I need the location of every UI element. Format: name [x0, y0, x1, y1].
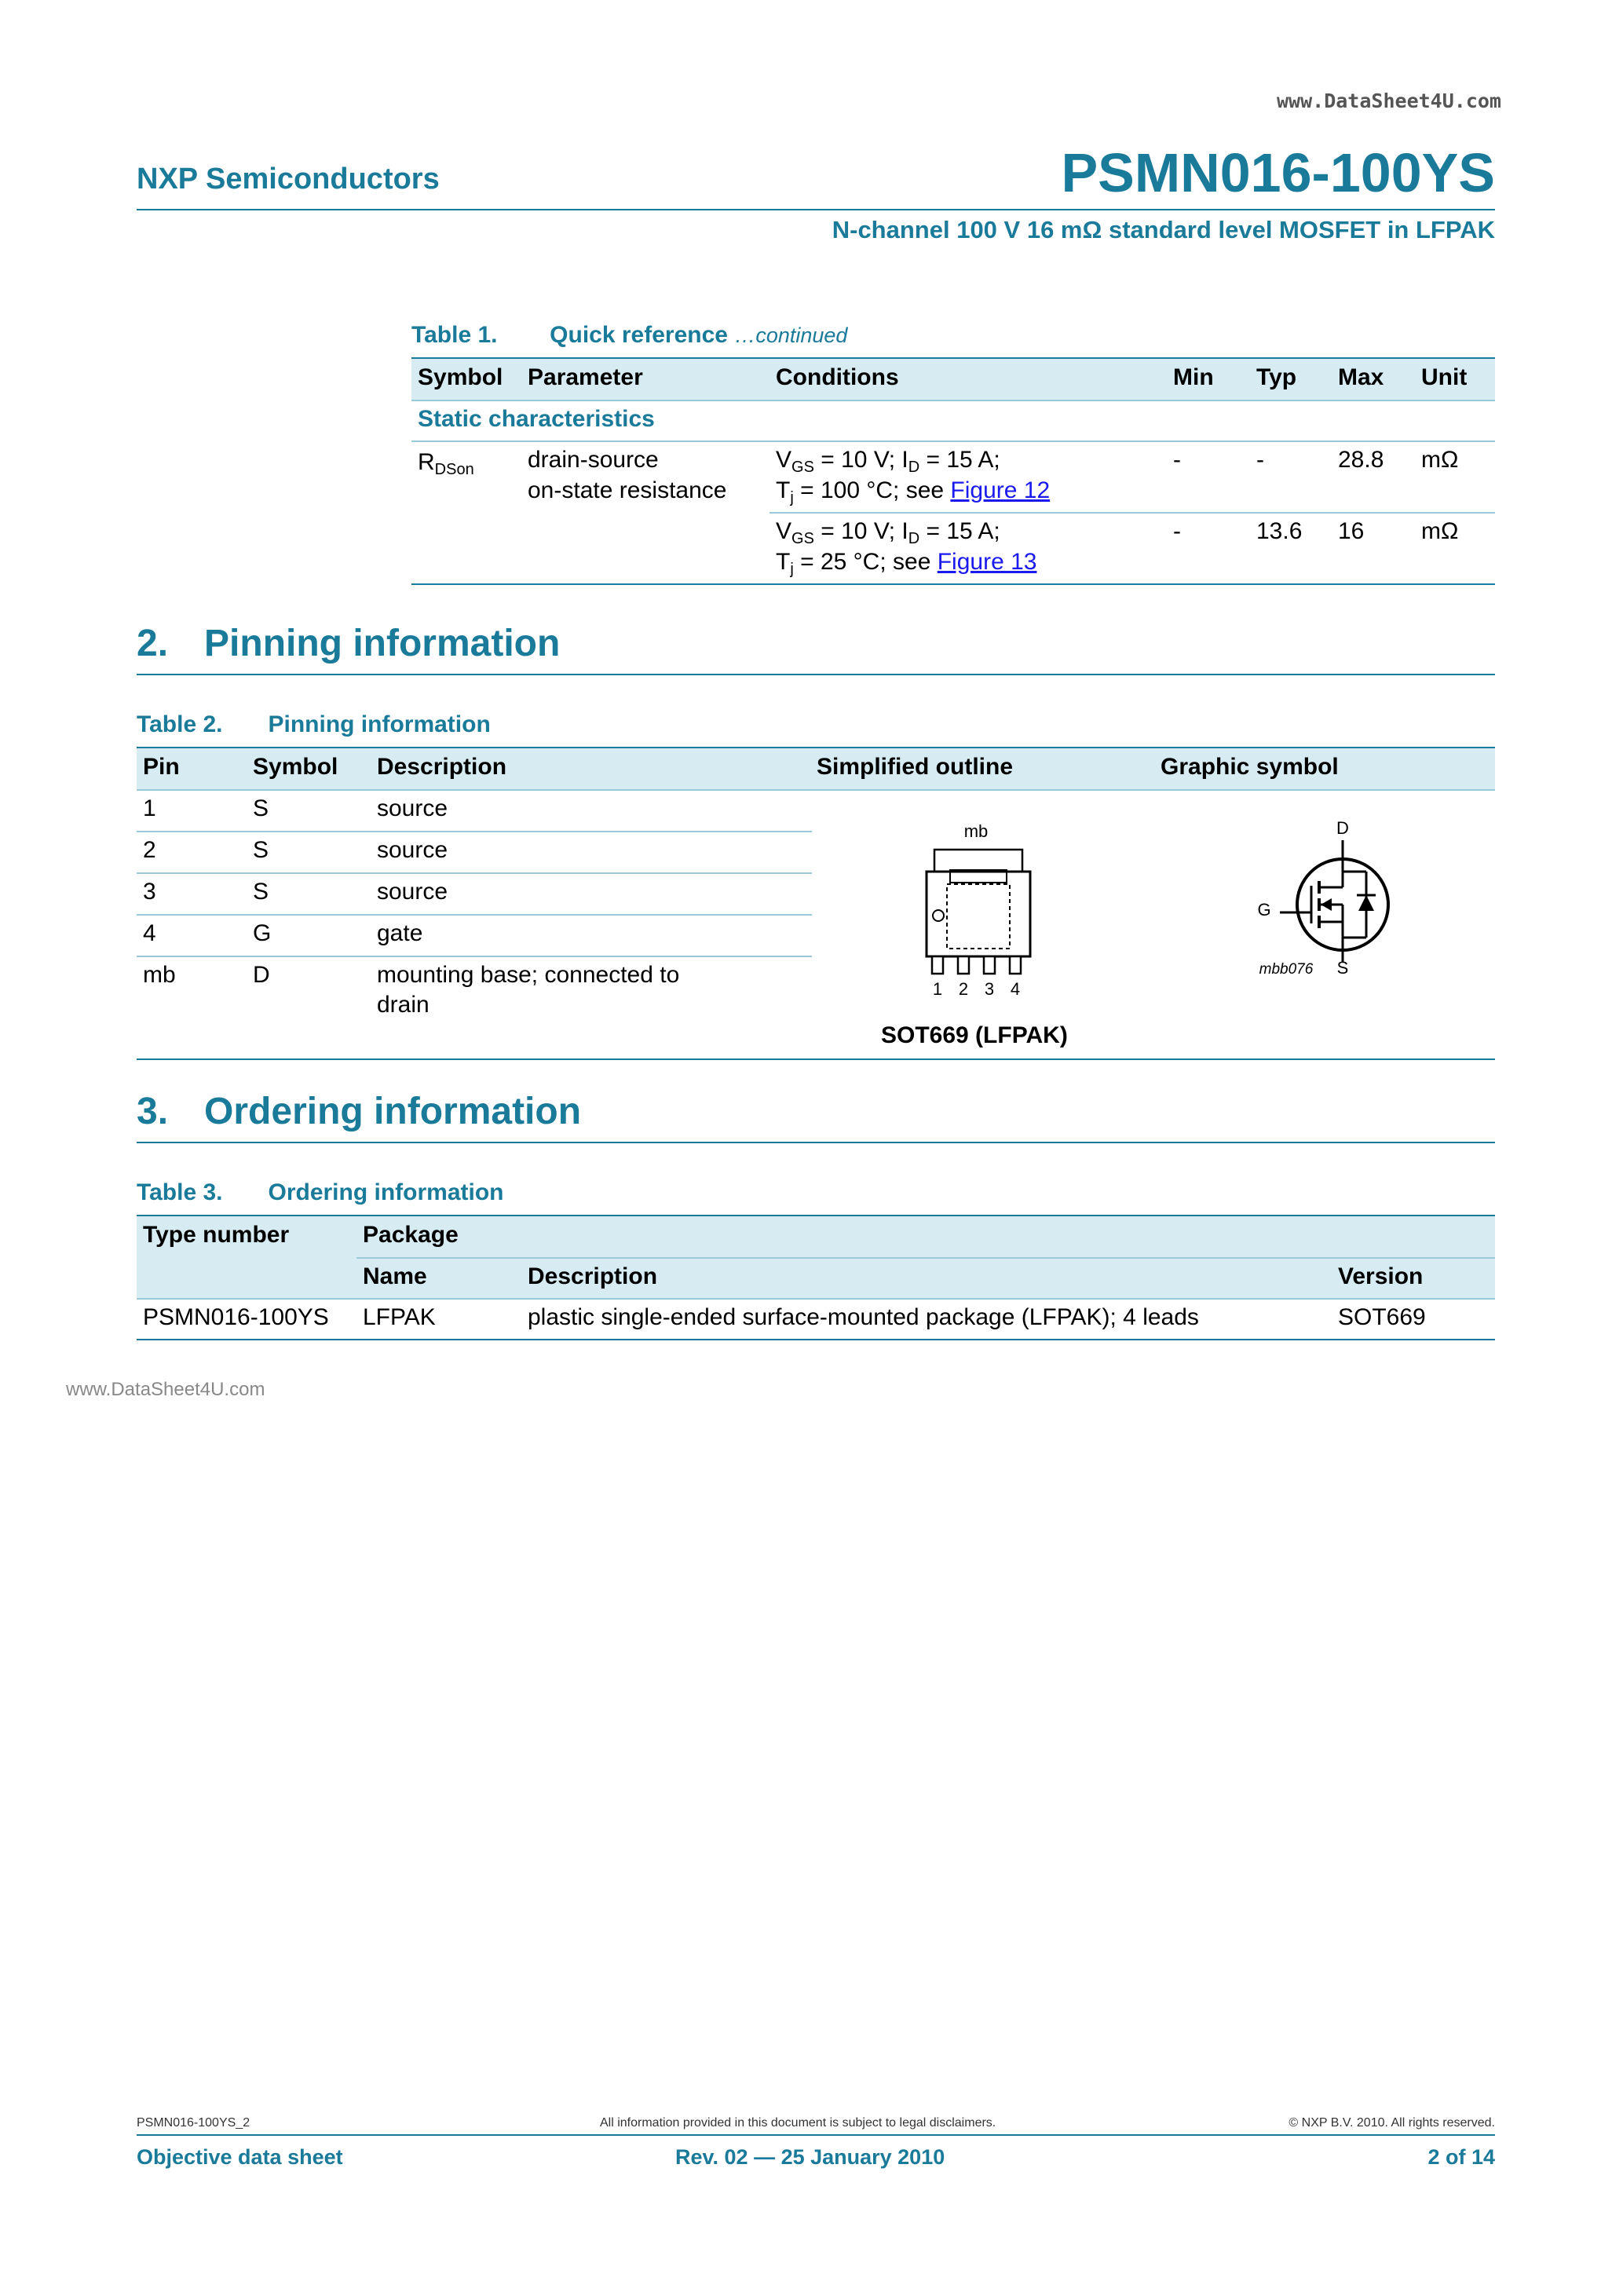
- table2-row-rule: [137, 831, 812, 832]
- footer-disclaimer: All information provided in this document is subject to legal disclaimers.: [600, 2116, 996, 2130]
- t3-h-version: Version: [1338, 1263, 1424, 1289]
- t1-h-unit: Unit: [1421, 364, 1468, 390]
- t1-symbol-rdson: $R_{DSon}$: [418, 449, 474, 478]
- t2-pin-2: 2: [143, 837, 156, 863]
- symbol-drain-label: D: [1336, 818, 1349, 838]
- t3-package-description: plastic single-ended surface-mounted package (LFPAK); 4 leads: [528, 1304, 1199, 1330]
- t3-package-name: LFPAK: [363, 1304, 436, 1330]
- t2-desc-4: gate: [377, 920, 423, 946]
- footer-revision: Rev. 02 — 25 January 2010: [675, 2145, 945, 2169]
- t1-row2-max: 16: [1338, 518, 1365, 544]
- t1-row1-typ: -: [1256, 447, 1264, 473]
- footer-copyright: © NXP B.V. 2010. All rights reserved.: [1289, 2116, 1495, 2130]
- table3-header-rule: [137, 1298, 1495, 1300]
- t1-row2-min: -: [1173, 518, 1181, 544]
- t2-desc-mb: mounting base; connected to: [377, 962, 680, 988]
- watermark-top: www.DataSheet4U.com: [1277, 90, 1501, 112]
- t2-desc-1: source: [377, 795, 448, 821]
- t2-pin-4: 4: [143, 920, 156, 946]
- table3-caption: Table 3. Ordering information: [137, 1179, 504, 1205]
- t1-row2-typ: 13.6: [1256, 518, 1303, 544]
- t3-h-package: Package: [363, 1222, 459, 1248]
- t2-pin-1: 1: [143, 795, 156, 821]
- table1-caption: [411, 322, 847, 349]
- t1-row1-cond-line2: $T_j = 100$ °C; see Figure 12: [776, 477, 1051, 506]
- table1-header-rule: [411, 400, 1495, 401]
- outline-mb-label: mb: [963, 821, 989, 841]
- t2-desc-2: source: [377, 837, 448, 863]
- section3-rule: [137, 1142, 1495, 1143]
- outline-pin-3: 3: [984, 979, 995, 999]
- symbol-code: mbb076: [1259, 961, 1314, 978]
- outline-pin-1: 1: [932, 979, 943, 999]
- t3-h-description: Description: [528, 1263, 658, 1289]
- table1-group-rule: [411, 441, 1495, 442]
- t1-h-max: Max: [1338, 364, 1384, 390]
- t2-h-outline: Simplified outline: [817, 754, 1014, 780]
- outline-caption: SOT669 (LFPAK): [881, 1022, 1068, 1048]
- watermark-bottom: www.DataSheet4U.com: [66, 1379, 265, 1400]
- table2-header-rule: [137, 789, 1495, 791]
- symbol-gate-label: G: [1257, 900, 1271, 919]
- t3-h-type: Type number: [143, 1222, 290, 1248]
- table1-bottom-rule: [411, 583, 1495, 585]
- t2-pin-mb: mb: [143, 962, 176, 988]
- table1-continued: …continued: [734, 324, 848, 347]
- part-number: PSMN016-100YS: [1061, 142, 1495, 203]
- t2-pin-3: 3: [143, 879, 156, 905]
- table1-label: Table 1.: [411, 322, 498, 348]
- t2-symbol-1: S: [253, 795, 269, 821]
- t2-h-symbol: Symbol: [253, 754, 338, 780]
- t2-h-pin: Pin: [143, 754, 180, 780]
- t3-type-number: PSMN016-100YS: [143, 1304, 329, 1330]
- t2-desc-mb-line2: drain: [377, 992, 430, 1018]
- outline-pin-4: 4: [1010, 979, 1021, 999]
- t1-row1-cond-line1: $V_{GS} = 10$ V; $I_D = 15$ A;: [776, 447, 1000, 476]
- section2-rule: [137, 674, 1495, 675]
- t1-parameter-line1: drain-source: [528, 447, 659, 473]
- mosfet-symbol-icon: [1241, 817, 1421, 989]
- table2-row-rule: [137, 872, 812, 874]
- t1-row2-cond-line2: $T_j = 25$ °C; see Figure 13: [776, 549, 1037, 578]
- section2-heading: 2. Pinning information: [137, 623, 561, 664]
- t1-row1-unit: mΩ: [1421, 447, 1459, 473]
- t1-row2-cond-line1: $V_{GS} = 10$ V; $I_D = 15$ A;: [776, 518, 1000, 547]
- t3-package-version: SOT669: [1338, 1304, 1426, 1330]
- package-outline-drawing: [887, 817, 1068, 1013]
- t1-h-symbol: Symbol: [418, 364, 503, 390]
- t2-symbol-2: S: [253, 837, 269, 863]
- t2-h-graphic: Graphic symbol: [1161, 754, 1339, 780]
- subtitle: N-channel 100 V 16 mΩ standard level MOSFET in LFPAK: [832, 216, 1495, 243]
- company-name: NXP Semiconductors: [137, 163, 440, 196]
- footer-status: Objective data sheet: [137, 2145, 343, 2169]
- section3-heading: 3. Ordering information: [137, 1091, 582, 1132]
- t2-symbol-3: S: [253, 879, 269, 905]
- t2-symbol-mb: D: [253, 962, 270, 988]
- t2-desc-3: source: [377, 879, 448, 905]
- footer-page: 2 of 14: [1427, 2145, 1495, 2169]
- table1-title: Quick reference: [550, 322, 728, 348]
- t1-h-conditions: Conditions: [776, 364, 899, 390]
- symbol-source-label: S: [1336, 958, 1349, 978]
- t2-h-description: Description: [377, 754, 507, 780]
- t1-group-static: Static characteristics: [418, 406, 655, 432]
- t1-h-typ: Typ: [1256, 364, 1297, 390]
- table3-subheader-rule: [356, 1257, 1495, 1259]
- figure-13-link[interactable]: Figure 13: [937, 549, 1037, 575]
- table1-row-rule: [769, 512, 1495, 514]
- footer-doc-id: PSMN016-100YS_2: [137, 2116, 250, 2130]
- table2-row-rule: [137, 914, 812, 916]
- t1-parameter-line2: on-state resistance: [528, 477, 727, 503]
- table2-caption: Table 2. Pinning information: [137, 711, 491, 737]
- t1-row1-min: -: [1173, 447, 1181, 473]
- table2-row-rule: [137, 956, 812, 957]
- figure-12-link[interactable]: Figure 12: [950, 477, 1051, 503]
- t2-symbol-4: G: [253, 920, 272, 946]
- t1-row1-max: 28.8: [1338, 447, 1384, 473]
- header-rule: [137, 209, 1495, 210]
- footer-rule: [137, 2134, 1495, 2136]
- t3-h-name: Name: [363, 1263, 427, 1289]
- t1-h-min: Min: [1173, 364, 1214, 390]
- t1-h-parameter: Parameter: [528, 364, 643, 390]
- t1-row2-unit: mΩ: [1421, 518, 1459, 544]
- table2-bottom-rule: [137, 1058, 1495, 1060]
- table3-bottom-rule: [137, 1339, 1495, 1340]
- outline-pin-2: 2: [958, 979, 969, 999]
